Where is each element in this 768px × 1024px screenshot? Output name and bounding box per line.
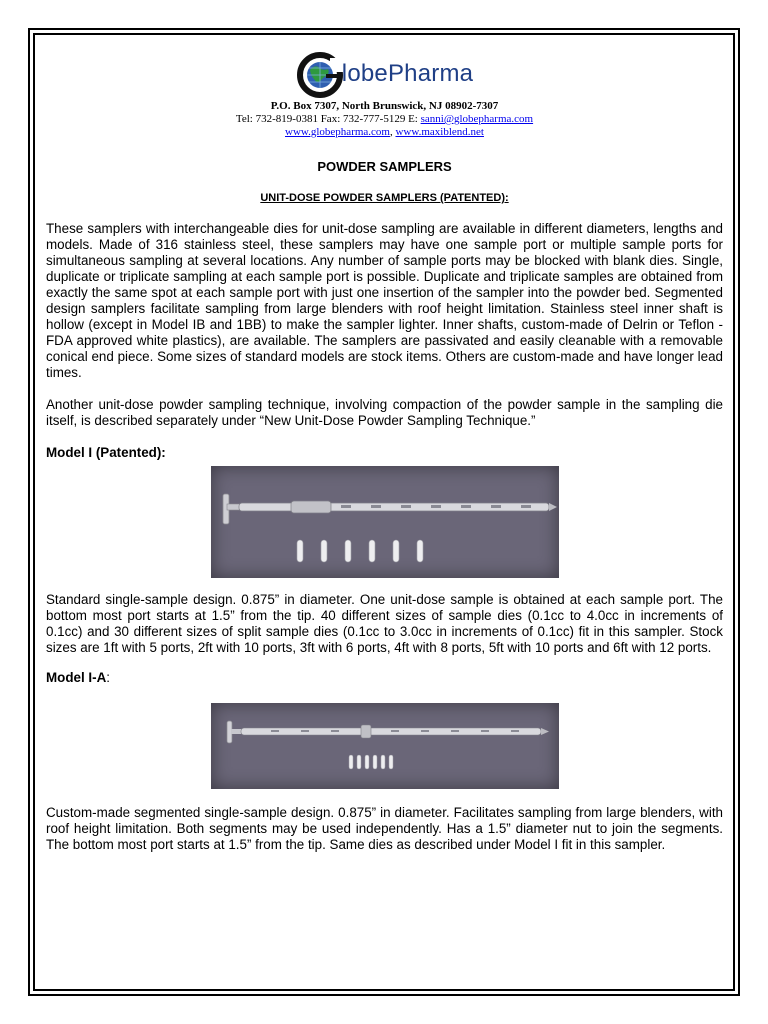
sampler-rod-illustration: [211, 466, 559, 578]
company-logo: [46, 50, 723, 98]
model-1-sampler-photo: [211, 466, 559, 578]
section-subtitle: UNIT-DOSE POWDER SAMPLERS (PATENTED):: [260, 192, 509, 204]
document-content: [46, 50, 723, 853]
email-link[interactable]: sanni@globepharma.com: [420, 113, 534, 125]
intro-paragraph: These samplers with interchangeable dies for unit-dose sampling are available in different diameters, lengths and models. Made of 316 stainless steel, these samplers may have one sample port or multiple sample ports for simultaneous sampling at several locations. Any number of sample ports may be blocked with blank dies. Single, duplicate or triplicate sampling at each sample port is possible. Duplicate and triplicate samples are obtained from exactly the same spot at each sample port with just one insertion of the sampler into the powder bed. Segmented design samplers facilitate sampling from large blenders with roof height limitation. Stainless steel inner shaft is hollow (except in Model IB and 1BB) to make the sampler lighter. Inner shafts, custom-made of Delrin or Teflon - FDA approved white plastics), are available. The samplers are passivated and easily cleanable with a removable conical end piece. Some sizes of standard models are stock items. Others are custom-made and have longer lead times.: [46, 221, 723, 380]
phone-fax-text: Tel: 732-819-0381 Fax: 732-777-5129 E:: [235, 113, 421, 125]
model-1-heading: Model I (Patented):: [46, 445, 166, 460]
model-1-description: Standard single-sample design. 0.875” in diameter. One unit-dose sample is obtained at each sample port. The bottom most port starts at 1.5” from the tip. 40 different sizes of sample dies (0.1cc to 4.0cc in increments of 0.1cc) and 30 different sizes of split sample dies (0.1cc to 3.0cc in increments of 0.1cc) fit in this sampler. Stock sizes are 1ft with 5 ports, 2ft with 10 ports, 3ft with 6 ports, 4ft with 8 ports, 5ft with 10 ports and 6ft with 12 ports.: [46, 592, 723, 655]
technique-paragraph: Another unit-dose powder sampling technique, involving compaction of the powder sample in the sampling die itself, is described separately under “New Unit-Dose Powder Sampling Technique.”: [46, 397, 723, 428]
contact-line: [46, 113, 723, 126]
model-1a-heading-colon: :: [106, 670, 110, 685]
document-title: POWDER SAMPLERS: [317, 159, 452, 174]
company-name: lobePharma: [341, 60, 474, 87]
model-1a-description: Custom-made segmented single-sample design. 0.875” in diameter. Facilitates sampling from large blenders, with roof height limitation. Both segments may be used independently. Has a 1.5” diameter nut to join the segments. The bottom most port starts at 1.5” from the tip. Same dies as described under Model I fit in this sampler.: [46, 805, 723, 852]
website-link-maxiblend[interactable]: www.maxiblend.net: [395, 126, 484, 138]
model-1a-heading: [46, 670, 723, 685]
company-address: P.O. Box 7307, North Brunswick, NJ 08902-7307: [270, 100, 499, 112]
website-line: [46, 126, 723, 139]
website-separator: ,: [389, 126, 396, 138]
segmented-sampler-illustration: [211, 703, 559, 789]
model-1a-sampler-photo: [211, 703, 559, 789]
globe-logo-icon: [296, 50, 344, 98]
letterhead: [46, 50, 723, 139]
model-1a-heading-text: Model I-A: [46, 670, 107, 685]
website-link-globepharma[interactable]: www.globepharma.com: [285, 126, 390, 138]
